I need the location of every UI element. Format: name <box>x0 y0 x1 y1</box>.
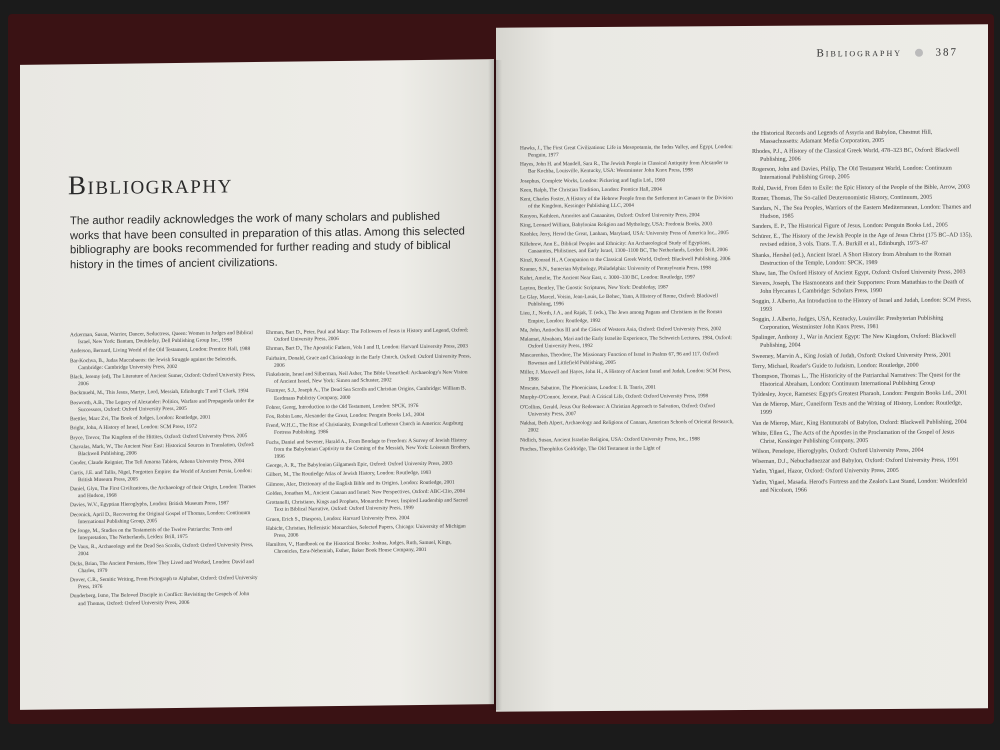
bibliography-entry: Kenyon, Kathleen, Amorites and Canaanites, Oxford: Oxford University Press, 2004 <box>520 211 700 220</box>
bibliography-entry: White, Ellen G., The Acts of the Apostles in the Proclamation of the Gospel of Jesus Christ, Kessinger Publishing Company, 2005 <box>752 429 955 445</box>
bibliography-entry: Rohl, David, From Eden to Exile: the Epic History of the People of the Bible, Arrow, 2003 <box>752 183 970 192</box>
bibliography-entry: Golden, Jonathan M., Ancient Canaan and Israel: New Perspectives, Oxford: ABC-Clio, 2004 <box>266 488 465 497</box>
bibliography-entry: De Jonge, M., Studies on the Testaments of the Twelve Patriarchs: Texts and Interpretation, The Netherlands, Leiden: Brill, 1975 <box>70 526 233 542</box>
bibliography-column-left-1 <box>70 330 258 610</box>
bibliography-entry: Hayes, John H. and Mandell, Sara R., The Jewish People in Classical Antiquity from Alexander to Bar Kochba, Louisville, Kentucky, USA: Westminster John Knox Press, 1998 <box>520 160 729 175</box>
bibliography-entry: Lieu, J., North, J.A., and Rajak, T. (eds.), The Jews among Pagans and Christians in the Roman Empire, London: Routledge, 1992 <box>520 309 722 324</box>
book-gutter <box>488 60 502 710</box>
bibliography-entry: Anderson, Bernard, Living World of the Old Testament, London: Prentice Hall, 1988 <box>70 346 251 355</box>
bibliography-entry: the Historical Records and Legends of Assyria and Babylon, Chestnut Hill, Massachussetts: Adamant Media Corporation, 2005 <box>752 129 933 145</box>
bibliography-entry: Layton, Bentley, The Gnostic Scriptures, New York: Doubleday, 1987 <box>520 284 669 292</box>
ornament-dot-icon <box>915 49 923 57</box>
bibliography-entry: Nakhai, Beth Alpert, Archaeology and Religions of Canaan, American Schools of Oriental Research, 2002 <box>520 419 734 434</box>
bibliography-entry: Bar-Kochva, B., Judas Maccabaeus: the Jewish Struggle against the Seleucids, Cambridge: Cambridge University Press, 2002 <box>70 355 237 371</box>
bibliography-entry: Sievers, Joseph, The Hasmoneans and their Supporters: From Mattathias to the Death of John Hyrcanus I, Cambridge: Scholars Press, 1990 <box>752 279 964 295</box>
bibliography-entry: Davies, W.V., Egyptian Hieroglyphs, London: British Museum Press, 1987 <box>70 500 229 509</box>
running-head-section: Bibliography <box>816 46 902 60</box>
bibliography-entry: Kuhrt, Amelie, The Ancient Near East, c. 3000–330 BC, London: Routledge, 1997 <box>520 274 696 283</box>
bibliography-entry: Shaw, Ian, The Oxford History of Ancient Egypt, Oxford: Oxford University Press, 2003 <box>752 269 966 277</box>
page-number: 387 <box>935 46 958 59</box>
bibliography-entry: Josephus, Complete Works, London: Pickering and Inglis Ltd., 1960 <box>520 177 666 185</box>
bibliography-entry: Van de Mierop, Marc, King Hammurabi of Babylon, Oxford: Blackwell Publishing, 2004 <box>752 418 967 427</box>
bibliography-entry: Brettler, Marc Zvi, The Book of Judges, London: Routledge, 2001 <box>70 414 211 423</box>
bibliography-entry: Spalinger, Anthony J., War in Ancient Egypt: The New Kingdom, Oxford: Blackwell Publishing, 2004 <box>752 333 956 350</box>
bibliography-entry: Thompson, Thomas L., The Historicity of the Patriarchal Narratives: The Quest for the Historical Abraham, London: Continuum International Publishing Group <box>752 372 961 388</box>
bibliography-entry: Ehrman, Bart D., The Apostolic Fathers, Vols I and II, London: Harvard University Press, 2003 <box>266 343 468 353</box>
bibliography-entry: Yadin, Yigael, Masada. Herod's Fortress and the Zealot's Last Stand, London: Weidenfeld and Nicolson, 1966 <box>752 477 967 494</box>
bibliography-entry: Soggin, J. Alberto, An Introduction to the History of Israel and Judah, London: SCM Press, 1993 <box>752 297 972 313</box>
bibliography-entry: King, Leonard William, Babylonian Religion and Mythology, USA: Fredonia Books, 2003 <box>520 221 713 229</box>
bibliography-entry: Habicht, Christian, Hellenistic Monarchies, Selected Papers, Chicago: University of Michigan Press, 2006 <box>266 523 466 539</box>
bibliography-entry: Soggin, J. Alberto, Judges, USA, Kentucky, Louisville: Presbyterian Publishing Corporation, Westminster John Knox Press, 1981 <box>752 315 944 332</box>
bibliography-entry: Nidlich, Susan, Ancient Israelite Religion, USA: Oxford University Press, Inc., 1988 <box>520 435 700 444</box>
bibliography-entry: Malamat, Abraham, Mari and the Early Israelite Experience, The Schweich Lectures, 1984, Oxford: Oxford University Press, 1992 <box>520 335 732 350</box>
bibliography-entry: Fuchs, Daniel and Sevener, Harald A., From Bondage to Freedom: A Survey of Jewish History from the Babylonian Captivity to the Coming of the Messiah, New York: Loiseaux Brothers, 1996 <box>266 437 471 460</box>
bibliography-entry: Rogerson, John and Davies, Philip, The Old Testament World, London: Continuum International Publishing Group, 2005 <box>752 165 952 182</box>
bibliography-entry: Bryce, Trevor, The Kingdom of the Hittites, Oxford: Oxford University Press, 2005 <box>70 432 248 441</box>
page-title: Bibliography <box>68 168 233 201</box>
running-head <box>816 46 958 59</box>
bibliography-entry: Terry, Michael, Reader's Guide to Judaism, London: Routledge, 2000 <box>752 362 919 370</box>
bibliography-entry: Conder, Claude Reignier, The Tell Amarna Tablets, Athena University Press, 2004 <box>70 458 245 467</box>
right-page <box>496 24 988 711</box>
bibliography-entry: Pinches, Theophilus Goldridge, The Old Testament in the Light of <box>520 445 661 453</box>
bibliography-entry: Moscato, Sabatino, The Phoenicians, London: I. B. Tauris, 2001 <box>520 384 656 392</box>
bibliography-column-left-2 <box>266 327 472 558</box>
bibliography-entry: Hamilton, V., Handbook on the Historical Books: Joshua, Judges, Ruth, Samuel, Kings, Chronicles, Ezra-Nehemiah, Esther, Baker Book House Company, 2001 <box>266 539 452 556</box>
bibliography-entry: Rhodes, P.J., A History of the Classical Greek World, 478–323 BC, Oxford: Blackwell Publishing, 2006 <box>752 147 960 164</box>
bibliography-entry: Dunderberg, Ismo, The Beloved Disciple in Conflict: Revisiting the Gospels of John and Thomas, Oxford: Oxford University Press, 2006 <box>70 591 250 607</box>
bibliography-entry: Drover, C.R., Semitic Writing, From Pictograph to Alphabet, Oxford: Oxford University Press, 1976 <box>70 575 258 591</box>
bibliography-entry: Daniel, Glyn, The First Civilizations, the Archaeology of their Origin, London: Thames and Hudson, 1968 <box>70 483 256 500</box>
bibliography-entry: Gilbert, M., The Routledge Atlas of Jewish History, London: Routledge, 1993 <box>266 470 432 479</box>
bibliography-entry: Bockmuehl, M., This Jesus, Martyr, Lord, Messiah, Edinburgh: T and T Clark, 1994 <box>70 388 249 397</box>
bibliography-entry: Finkelstein, Israel and Silberman, Neil Asher, The Bible Unearthed: Archaeology's New Vision of Ancient Israel, New York: Simon and Schuster, 2002 <box>266 369 468 385</box>
bibliography-column-right-2 <box>752 128 972 496</box>
bibliography-entry: Mascarenhas, Theodore, The Missionary Function of Israel in Psalms 67, 96 and 117, Oxford: Rowman and Littlefield Publishing, 2005 <box>520 351 720 367</box>
bibliography-entry: Keen, Ralph, The Christian Tradition, London: Prentice Hall, 2004 <box>520 186 662 194</box>
bibliography-entry: Grottanelli, Christiano, Kings and Prophets, Monarchic Power, Inspired Leadership and Sacred Text in Biblical Narrative, Oxford: Oxford University Press, 1999 <box>266 497 468 514</box>
bibliography-entry: Black, Jeremy (ed), The Literature of Ancient Sumer, Oxford: Oxford University Press, 2006 <box>70 372 256 388</box>
bibliography-entry: Kent, Charles Foster, A History of the Hebrew People from the Settlement in Canaan to the Division of the Kingdom, Kessinger Publishing LLC, 2004 <box>520 195 733 210</box>
bibliography-entry: Sandars, N., The Sea Peoples, Warriors of the Eastern Mediterranean, London: Thames and Hudson, 1985 <box>752 204 972 220</box>
bibliography-entry: Van de Mierop, Marc, Cuneiform Texts and the Writing of History, London: Routledge, 1999 <box>752 400 963 417</box>
bibliography-entry: Murphy-O'Connor, Jerome, Paul: A Critical Life, Oxford: Oxford University Press, 1998 <box>520 393 709 402</box>
bibliography-entry: Sanders, E. P., The Historical Figure of Jesus, London: Penguin Books Ltd., 2005 <box>752 222 948 231</box>
bibliography-entry: Wiseman, D.J., Nebuchadnezzar and Babylon, Oxford: Oxford University Press, 1991 <box>752 457 959 466</box>
bibliography-entry: Sweeney, Marvin A., King Josiah of Judah, Oxford: Oxford University Press, 2001 <box>752 352 952 360</box>
bibliography-entry: Fox, Robin Lane, Alexander the Great, London: Penguin Books Ltd., 2004 <box>266 412 425 420</box>
intro-paragraph: The author readily acknowledges the work of many scholars and published works that have been consulted in preparation of this atlas. Among this selected bibliography are books recommended for further reading and study of biblical history in the times of ancient civilizations. <box>70 210 465 271</box>
bibliography-entry: Chavalas, Mark, W., The Ancient Near East: Historical Sources in Translation, Oxford: Blackwell Publishing, 2006 <box>70 441 255 458</box>
bibliography-entry: Knohler, Jerry, Herod the Great, Lanham, Maryland, USA: University Press of America Inc., 2005 <box>520 230 729 238</box>
bibliography-entry: Killebrew, Ann E., Biblical Peoples and Ethnicity: An Archaeological Study of Egyptians, Canaanites, Philistines, and Early Israel, 1300–1100 BC, The Netherlands, Leiden: Brill, 2006 <box>520 239 728 255</box>
bibliography-entry: Tyldesley, Joyce, Rameses: Egypt's Greatest Pharaoh, London: Penguin Books Ltd., 2001 <box>752 390 968 399</box>
bibliography-entry: Bosworth, A.B., The Legacy of Alexander: Politics, Warfare and Propaganda under the Successors, Oxford: Oxford University Press, 2005 <box>70 397 255 413</box>
bibliography-entry: Romer, Thomas, The So-called Deuteronomistic History, Continuum, 2005 <box>752 194 933 202</box>
bibliography-entry: Ehrman, Bart D., Peter, Paul and Mary: The Followers of Jesus in History and Legend, Oxford: Oxford University Press, 2006 <box>266 327 469 343</box>
bibliography-entry: Kinzl, Konrad H., A Companion to the Classical Greek World, Oxford: Blackwell Publishing, 2006 <box>520 255 731 264</box>
bibliography-column-right-1 <box>520 144 736 456</box>
bibliography-entry: Wilson, Penelope, Hieroglyphs, Oxford: Oxford University Press, 2004 <box>752 447 924 455</box>
bibliography-entry: De Vaux, R., Archaeology and the Dead Sea Scrolls, Oxford: Oxford University Press, 2004 <box>70 542 254 558</box>
bibliography-entry: Yadin, Yigael, Hazor, Oxford: Oxford University Press, 2005 <box>752 468 899 476</box>
bibliography-entry: Miller, J. Maxwell and Hayes, John H., A History of Ancient Israel and Judah, London: SCM Press, 1986 <box>520 367 732 383</box>
bibliography-entry: George, A. R., The Babylonian Gilgamesh Epic, Oxford: Oxford University Press, 2003 <box>266 460 453 470</box>
bibliography-entry: Le Glay, Marcel, Voisin, Jean-Louis, Le Bohec, Yann, A History of Rome, Oxford: Blackwell Publishing, 1996 <box>520 293 718 308</box>
bibliography-entry: O'Collins, Gerald, Jesus Our Redeemer: A Christian Approach to Salvation, Oxford: Oxford University Press, 2007 <box>520 402 715 418</box>
bibliography-entry: Fohrer, Georg, Introduction to the Old Testament, London: SPCK, 1976 <box>266 402 419 411</box>
bibliography-entry: Hawks, J., The First Great Civilizations: Life in Mesopotamia, the Indus Valley, and Egypt, London: Penguin, 1977 <box>520 144 733 159</box>
bibliography-entry: Kramer, S.N., Sumerian Mythology, Philadelphia: University of Pennsylvania Press, 1998 <box>520 265 711 273</box>
bibliography-entry: Fairbairn, Donald, Grace and Christology in the Early Church, Oxford: Oxford University Press, 2006 <box>266 353 471 369</box>
bibliography-entry: Fitzmyer, S.J., Joseph A., The Dead Sea Scrolls and Christian Origins, Cambridge: William B. Eerdmans Publicity Company, 2000 <box>266 385 466 402</box>
bibliography-entry: Shanks, Hershel (ed.), Ancient Israel. A Short History from Abraham to the Roman Destruction of the Temple, London: SPCK, 1989 <box>752 251 952 267</box>
bibliography-entry: Bright, John, A History of Israel, London: SCM Press, 1972 <box>70 424 197 432</box>
bibliography-entry: Frend, W.H.C., The Rise of Christianity, Evangelical Lutheran Church in America: Augsburg Fortress Publishing, 1986 <box>266 420 464 437</box>
left-page <box>20 59 494 710</box>
bibliography-entry: Curtis, J.E. and Tallis, Nigel, Forgotten Empire: the World of Ancient Persia, London: British Museum Press, 2005 <box>70 467 252 483</box>
bibliography-entry: Ma, John, Antiochus III and the Cities of Western Asia, Oxford: Oxford University Press, 2002 <box>520 325 722 334</box>
bibliography-entry: Dicks, Brian, The Ancient Persians, How They Lived and Worked, London: David and Charles, 1979 <box>70 558 254 574</box>
bibliography-entry: Deconick, April D., Recovering the Original Gospel of Thomas, London: Continuum International Publishing Group, 2005 <box>70 509 251 525</box>
bibliography-entry: Ackerman, Susan, Warrior, Dancer, Seductress, Queen: Women in Judges and Biblical Israel, New York: Bantam, Doubleday, Dell Publishing Group Inc., 1998 <box>70 330 253 346</box>
bibliography-entry: Gruen, Erich S., Diaspora, London: Harvard University Press, 2004 <box>266 514 410 523</box>
bibliography-entry: Gilmore, Alec, Dictionary of the English Bible and its Origins, London: Routledge, 2001 <box>266 479 455 488</box>
bibliography-entry: Schürer, E., The History of the Jewish People in the Age of Jesus Christ (175 BC–AD 135), revised edition, 3 vols. Trans. T. A. Burkill et al., Edinburgh, 1973–87 <box>752 232 972 249</box>
